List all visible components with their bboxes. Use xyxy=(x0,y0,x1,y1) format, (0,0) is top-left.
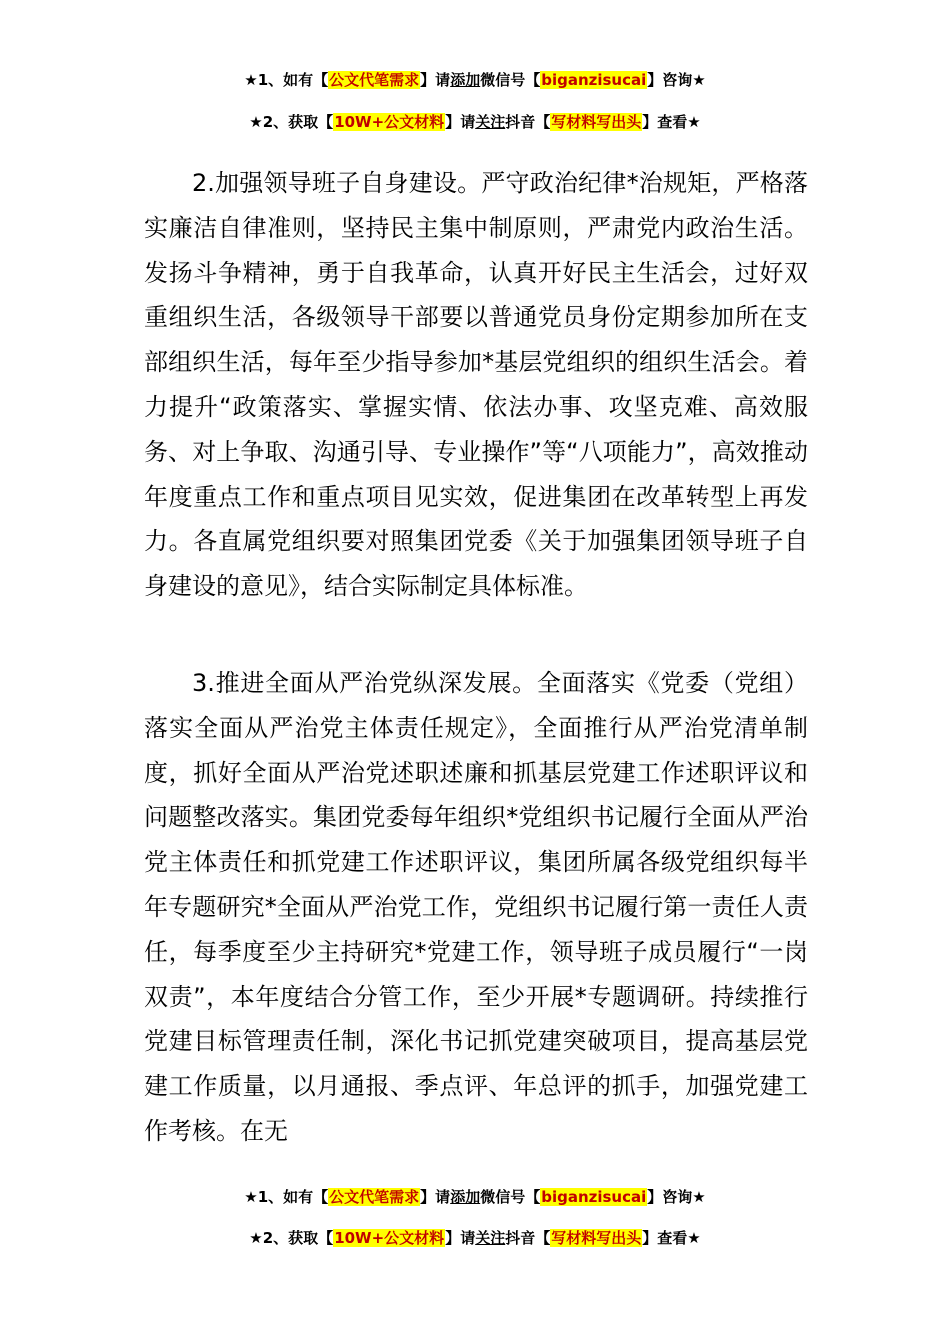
underlined-word: 添加 xyxy=(450,71,481,89)
banner-text: ★1、如有【 xyxy=(244,1188,329,1206)
footer-banner-line-1 xyxy=(0,1185,950,1209)
underlined-word: 关注 xyxy=(475,113,506,131)
highlight-materials: 10W+公文材料 xyxy=(334,113,445,131)
banner-text: 抖音【 xyxy=(505,113,551,131)
banner-text: 】请 xyxy=(420,71,451,89)
header-banner-line-1 xyxy=(0,68,950,92)
banner-text: ★2、获取【 xyxy=(249,113,334,131)
underlined-word: 添加 xyxy=(450,1188,481,1206)
underlined-word: 关注 xyxy=(475,1229,506,1247)
banner-text: 】咨询★ xyxy=(647,1188,706,1206)
banner-text: 】咨询★ xyxy=(647,71,706,89)
banner-text: 】请 xyxy=(445,113,476,131)
highlight-service: 公文代笔需求 xyxy=(329,71,420,89)
banner-text: 微信号【 xyxy=(480,1188,541,1206)
banner-text: ★2、获取【 xyxy=(249,1229,334,1247)
highlight-wechat-id: biganzisucai xyxy=(541,71,647,89)
highlight-materials: 10W+公文材料 xyxy=(334,1229,445,1247)
banner-text: 】请 xyxy=(420,1188,451,1206)
highlight-douyin-account: 写材料写出头 xyxy=(551,113,642,131)
banner-text: 抖音【 xyxy=(505,1229,551,1247)
paragraph-text: 3.推进全面从严治党纵深发展。全面落实《党委（党组）落实全面从严治党主体责任规定》，全面推行从严治党清单制度，抓好全面从严治党述职述廉和抓基层党建工作述职评议和问题整改落实。集团党委每年组织*党组织书记履行全面从严治党主体责任和抓党建工作述职评议，集团所属各级党组织每半年专题研究*全面从严治党工作，党组织书记履行第一责任人责任，每季度至少主持研究*党建工作，领导班子成员履行“一岗双责”，本年度结合分管工作，至少开展*专题调研。持续推行党建目标管理责任制，深化书记抓党建突破项目，提高基层党建工作质量，以月通报、季点评、年总评的抓手，加强党建工作考核。在无 xyxy=(144,669,808,1145)
header-banner-line-2 xyxy=(0,110,950,134)
banner-text: ★1、如有【 xyxy=(244,71,329,89)
banner-text: 】查看★ xyxy=(642,1229,701,1247)
banner-text: 】请 xyxy=(445,1229,476,1247)
body-paragraph-2 xyxy=(144,161,808,609)
footer-banner-line-2 xyxy=(0,1226,950,1250)
highlight-service: 公文代笔需求 xyxy=(329,1188,420,1206)
banner-text: 】查看★ xyxy=(642,113,701,131)
highlight-wechat-id: biganzisucai xyxy=(541,1188,647,1206)
banner-text: 微信号【 xyxy=(480,71,541,89)
body-paragraph-3 xyxy=(144,661,808,1154)
highlight-douyin-account: 写材料写出头 xyxy=(551,1229,642,1247)
paragraph-text: 2.加强领导班子自身建设。严守政治纪律*治规矩，严格落实廉洁自律准则，坚持民主集中制原则，严肃党内政治生活。发扬斗争精神，勇于自我革命，认真开好民主生活会，过好双重组织生活，各级领导干部要以普通党员身份定期参加所在支部组织生活，每年至少指导参加*基层党组织的组织生活会。着力提升“政策落实、掌握实情、依法办事、攻坚克难、高效服务、对上争取、沟通引导、专业操作”等“八项能力”，高效推动年度重点工作和重点项目见实效，促进集团在改革转型上再发力。各直属党组织要对照集团党委《关于加强集团领导班子自身建设的意见》，结合实际制定具体标准。 xyxy=(144,169,808,601)
